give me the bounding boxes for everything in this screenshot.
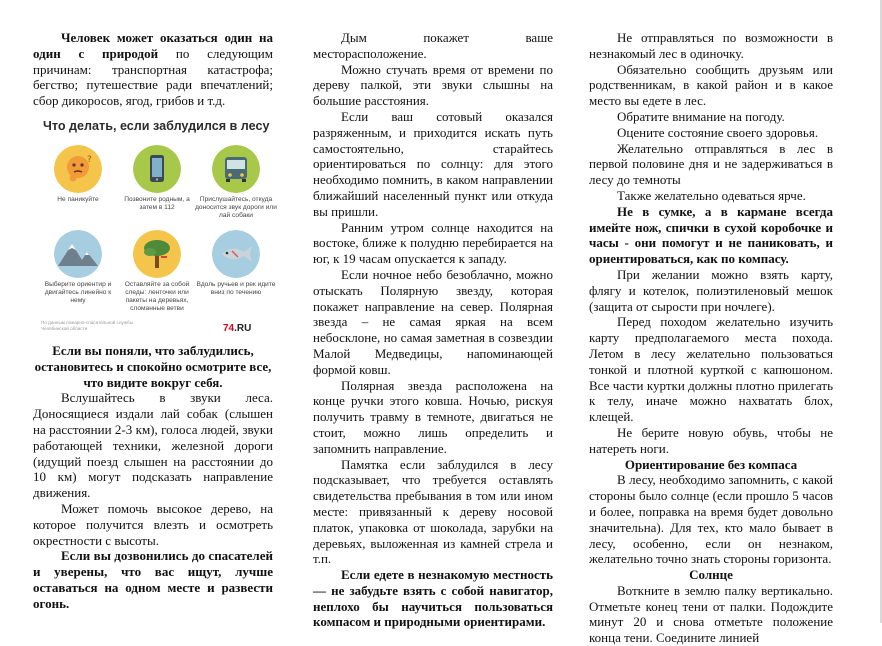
intro-rest: по следующим причинам: транспортная катастрофа; бегство; путешествие ради впечатлений; сбор дикоросов, ягод, грибов и т.д. [33, 45, 273, 109]
navigator-paragraph [313, 567, 553, 630]
polar-star-handle-paragraph: Полярная звезда расположена на конце ручки этого ковша. Ночью, рискуя получить травму в темноте, двигаться не стоит, можно лишь определить и запомнить направление. [313, 377, 553, 456]
inform-paragraph: Обязательно сообщить друзьям или родственникам, в какой район и в какое место вы едете в лес. [589, 61, 833, 109]
logo-text: .RU [234, 322, 252, 334]
infographic-title: Что делать, если заблудился в лесу [43, 118, 270, 133]
infographic [33, 115, 277, 339]
sun-orientation-paragraph: Если ваш сотовый оказался разряженным, и приходится искать путь самостоятельно, старайтесь ориентироваться по солнцу: для этого необходимо помнить, в каком направлении ближайший населенный пункт или откуда вы пришли. [313, 108, 553, 219]
knife-bold: Не в сумке, а в кармане всегда имейте нож, спички в сухой коробочке и часы - они помогут и не паниковать, и ориентироваться, как по компасу. [589, 203, 833, 267]
sun-path-paragraph: Ранним утром солнце находится на востоке, ближе к полудню перебирается на юг, к 19 часам опускается к западу. [313, 219, 553, 267]
infographic-item-panic [37, 145, 119, 204]
tree-paragraph: Может помочь высокое дерево, на которое получится влезть и осмотреть окрестности с высоты. [33, 500, 273, 548]
bus-icon [212, 145, 260, 193]
mobile-phone-icon [133, 145, 181, 193]
polar-star-paragraph: Если ночное небо безоблачно, можно отыскать Полярную звезду, которая покажет направление на север. Полярная звезда – не самая яркая на всем небосклоне, но самая заметная в созвездии Малой Медведицы, напоминающей формой ковш. [313, 266, 553, 377]
heading-no-compass [589, 457, 833, 473]
thinking-face-icon [54, 145, 102, 193]
no-compass-paragraph: В лесу, необходимо запомнить, с какой стороны было солнце (если прошло 5 часов и более, поправка на время будет довольно значительна). Для тех, кто мало бывает в лесу, особенно, если он незнаком, желательно точно знать стороны горизонта. [589, 472, 833, 567]
heading-sun [589, 567, 833, 583]
smoke-paragraph: Дым покажет ваше месторасположение. [313, 30, 553, 61]
rescue-paragraph [33, 548, 273, 611]
logo-number: 74 [223, 322, 235, 334]
text-column-1 [33, 30, 277, 612]
shoes-paragraph: Не берите новую обувь, чтобы не натереть ноги. [589, 424, 833, 456]
rescue-bold: Если вы дозвонились до спасателей и уверены, что вас ищут, лучше оставаться на одном месте и развести огонь. [33, 548, 273, 611]
navigator-bold: Если едете в незнакомую местность — не забудьте взять с собой навигатор, неплохо бы научиться пользоваться компасом и природными ориентирами. [313, 567, 553, 630]
health-paragraph: Оцените состояние своего здоровья. [617, 124, 819, 140]
traces-paragraph: Памятка если заблудился в лесу подсказывает, что требуется оставлять свидетельства пребывания в том или ином месте: привязанный к дереву носовой платок, упаковка от шоколада, зарубки на деревьях, выложенная из камней стрела и т.п. [313, 456, 553, 567]
alone-paragraph: Не отправляться по возможности в незнакомый лес в одиночку. [589, 30, 833, 61]
svg-text:?: ? [87, 154, 92, 165]
infographic-caption: Не паникуйте [57, 195, 99, 203]
infographic-caption: Оставляйте за собой следы: ленточки или пакеты на деревьях, сломанные ветви [124, 280, 190, 312]
listen-paragraph: Вслушайтесь в звуки леса. Доносящиеся издали лай собак (слышен на расстоянии 2-3 км), голоса людей, звуки работающей техники, железной дороги (идущий поезд слышен на расстоянии до 10 км) могут подсказать направление движения. [33, 390, 273, 501]
equipment-paragraph: При желании можно взять карту, флягу и котелок, полиэтиленовый мешок (защита от сырости при ночлеге). [589, 266, 833, 314]
infographic-item-traces [116, 230, 198, 313]
knock-paragraph: Можно стучать время от времени по дереву палкой, эти звуки слышны на большие расстояния. [313, 61, 553, 109]
infographic-item-call [116, 145, 198, 212]
infographic-item-river [195, 230, 277, 297]
infographic-logo [223, 321, 251, 337]
infographic-caption: Позвоните родным, а затем в 112 [124, 195, 190, 211]
infographic-caption: Прислушайтесь, откуда доносится звук дороги или лай собаки [195, 195, 277, 219]
infographic-caption: Вдоль ручьев и рек идите вниз по течению [196, 280, 276, 296]
tree-icon [133, 230, 181, 278]
text-column-3 [589, 30, 833, 646]
intro-bold: Человек может оказаться один на один с природой [33, 30, 273, 61]
infographic-caption: Выберите ориентир и двигайтесь линейно к нему [44, 280, 112, 304]
weather-paragraph: Обратите внимание на погоду. [617, 108, 785, 124]
infographic-source: По данным пожарно-спасательной службы Челябинской области [41, 319, 133, 331]
infographic-item-landmark [37, 230, 119, 305]
intro-paragraph [33, 30, 273, 109]
stop-paragraph [33, 343, 273, 390]
heading-no-compass-text: Ориентирование без компаса [624, 456, 798, 472]
map-paragraph: Перед походом желательно изучить карту предполагаемого места похода. Летом в лесу желательно пользоваться тонкой и плотной курткой с капюшоном. Все части куртки должны плотно прилегать к телу, иначе можно нахватать блох, клещей. [589, 314, 833, 425]
knife-paragraph [589, 204, 833, 267]
stick-paragraph: Воткните в землю палку вертикально. Отметьте конец тени от палки. Подождите минут 20 и снова отметьте положение конца тени. Соедините линией [589, 582, 833, 646]
infographic-item-listen [195, 145, 277, 220]
time-paragraph: Желательно отправляться в лес в первой половине дня и не задерживаться в лесу до темноты [589, 140, 833, 188]
stop-bold: Если вы поняли, что заблудились, остановитесь и спокойно осмотрите все, что видите вокруг себя. [34, 342, 272, 390]
fish-icon [212, 230, 260, 278]
bright-clothes-paragraph: Также желательно одеваться ярче. [617, 187, 806, 203]
heading-sun-text: Солнце [689, 567, 733, 583]
mountains-icon [54, 230, 102, 278]
text-column-2 [313, 30, 553, 630]
